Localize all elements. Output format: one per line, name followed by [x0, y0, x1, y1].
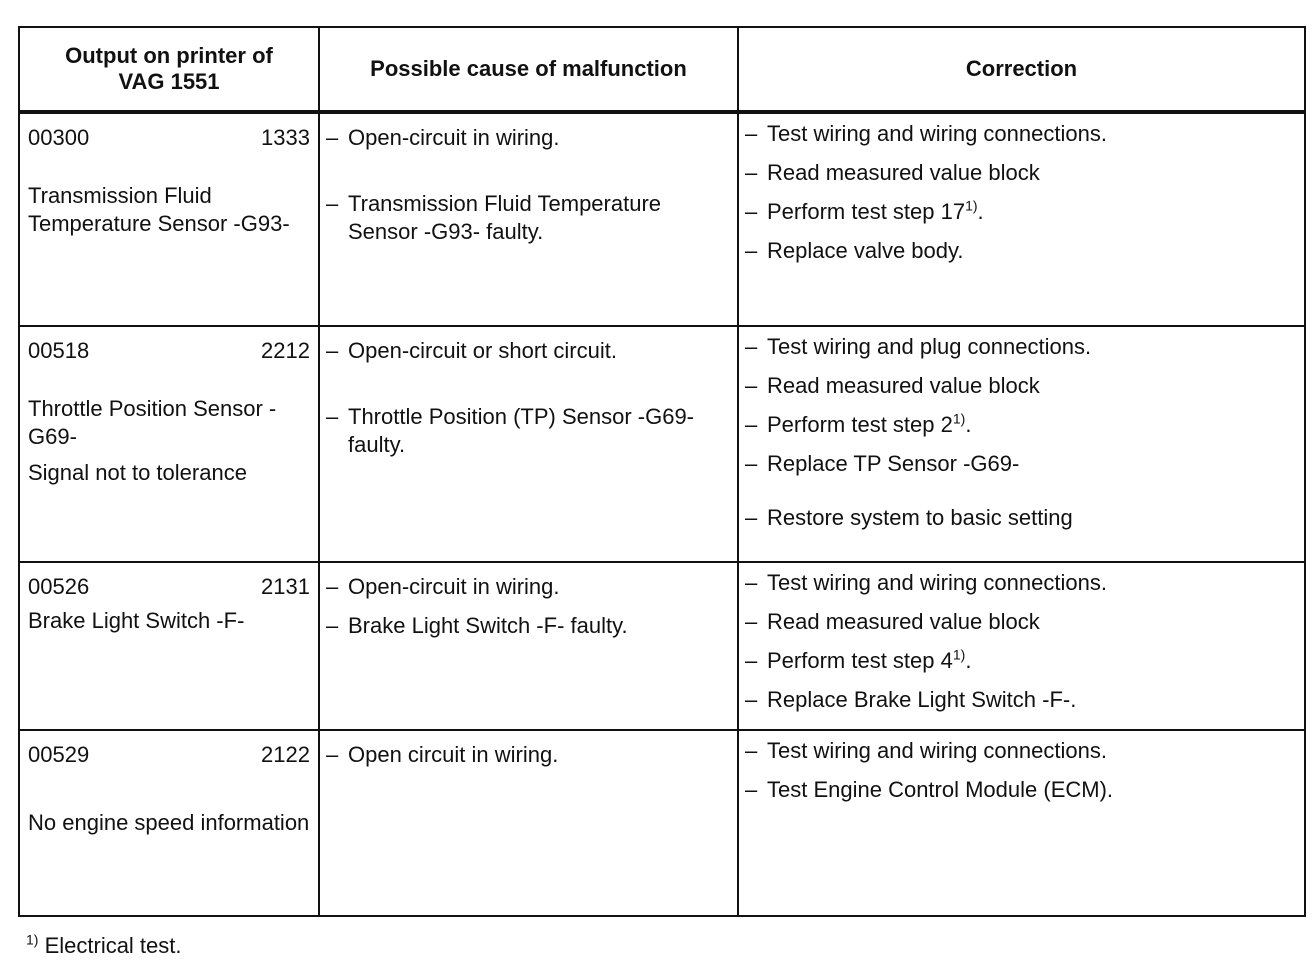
cause-item: – Open-circuit in wiring. [326, 125, 560, 150]
cause-cell [319, 562, 738, 730]
fault-code-table [18, 26, 1306, 917]
output-cell [19, 730, 319, 916]
header-correction: Correction [738, 27, 1305, 112]
table-row [19, 562, 1305, 730]
table-row [19, 730, 1305, 916]
correction-item: – Read measured value block [745, 160, 1040, 185]
cause-cell [319, 326, 738, 562]
table-header-row [19, 27, 1305, 112]
fault-description: Transmission Fluid Temperature Sensor -G93- [28, 183, 290, 236]
cause-item: – Brake Light Switch -F- faulty. [326, 613, 628, 638]
correction-cell [738, 112, 1305, 326]
cause-item: – Open-circuit in wiring. [326, 574, 560, 599]
correction-item: – Read measured value block [745, 609, 1040, 634]
correction-item: – Replace valve body. [745, 238, 964, 263]
fault-code: 00518 [28, 338, 90, 363]
header-cause: Possible cause of malfunction [319, 27, 738, 112]
fault-number: 1333 [261, 125, 310, 150]
table-row [19, 326, 1305, 562]
footnote-ref: 1) [965, 197, 978, 214]
output-cell [19, 562, 319, 730]
cause-item: – Transmission Fluid Temperature Sensor -G93- faulty. [326, 191, 662, 244]
correction-item: – Replace Brake Light Switch -F-. [745, 687, 1077, 712]
correction-item: – Test wiring and wiring connections. [745, 121, 1107, 146]
correction-item: – Restore system to basic setting [745, 505, 1073, 530]
cause-item: – Open circuit in wiring. [326, 742, 559, 767]
correction-item: – Test wiring and plug connections. [745, 334, 1092, 359]
footnote-text: Electrical test. [44, 933, 182, 958]
footnote-ref: 1) [952, 410, 966, 427]
cause-item: – Throttle Position (TP) Sensor -G69- faulty. [326, 404, 695, 457]
fault-description: No engine speed information [28, 810, 310, 835]
fault-code: 00300 [28, 125, 90, 150]
fault-number: 2131 [261, 574, 310, 599]
fault-description: Brake Light Switch -F- [28, 608, 245, 633]
correction-cell [738, 562, 1305, 730]
correction-item: – Replace TP Sensor -G69- [745, 451, 1020, 476]
correction-item: – Test Engine Control Module (ECM). [745, 777, 1114, 802]
fault-detail: Signal not to tolerance [28, 460, 247, 485]
correction-item: – Test wiring and wiring connections. [745, 570, 1107, 595]
correction-item: – Test wiring and wiring connections. [745, 738, 1107, 763]
correction-cell [738, 326, 1305, 562]
footnote-marker: 1) [26, 931, 39, 948]
correction-cell [738, 730, 1305, 916]
fault-number: 2212 [261, 338, 310, 363]
table-row [19, 112, 1305, 326]
header-output: Output on printer of VAG 1551 [19, 27, 319, 112]
output-cell [19, 112, 319, 326]
fault-code: 00526 [28, 574, 90, 599]
fault-code: 00529 [28, 742, 90, 767]
footnote-ref: 1) [952, 646, 966, 663]
cause-cell [319, 112, 738, 326]
cause-cell [319, 730, 738, 916]
correction-item: – Perform test step 17$^{1)}$. [745, 197, 984, 224]
fault-number: 2122 [261, 742, 310, 767]
output-cell [19, 326, 319, 562]
cause-item: – Open-circuit or short circuit. [326, 338, 617, 363]
correction-item: – Read measured value block [745, 373, 1040, 398]
correction-item: – Perform test step 4$^{1)}$. [745, 646, 972, 673]
correction-item: – Perform test step 2$^{1)}$. [745, 410, 972, 437]
fault-description: Throttle Position Sensor -G69- [28, 396, 277, 449]
footnote [26, 932, 182, 960]
